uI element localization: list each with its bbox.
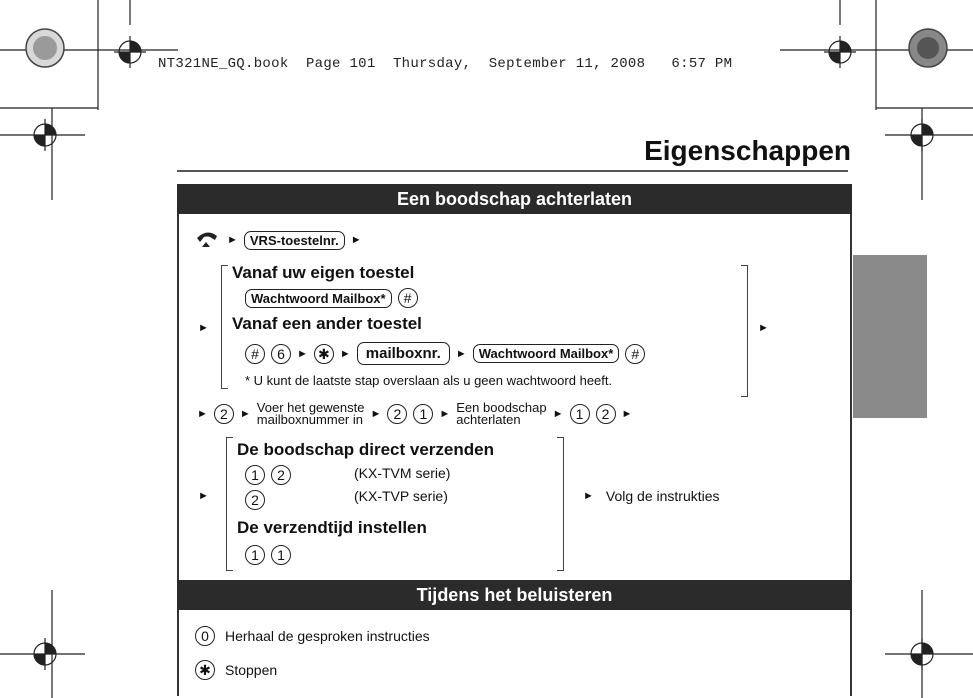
footnote: * U kunt de laatste stap overslaan als u geen wachtwoord heeft. — [245, 373, 613, 388]
follow-instructions: Volg de instrukties — [605, 488, 720, 504]
mailbox-password-key: Wachtwoord Mailbox* — [473, 344, 620, 363]
row-tvm — [245, 465, 291, 485]
bracket-left — [226, 437, 233, 571]
bracket-left — [221, 265, 228, 389]
arrow-icon: ► — [583, 490, 594, 502]
arrow-icon: ► — [621, 408, 633, 420]
set-time-heading: De verzendtijd instellen — [237, 518, 427, 537]
listen-item-label: Herhaal de gesproken instructies — [225, 628, 430, 644]
row-follow — [583, 488, 720, 504]
section-heading-leave-message: Een boodschap achterlaten — [177, 184, 852, 214]
step-leave-message: Een boodschap achterlaten — [456, 400, 547, 427]
bracket-right — [557, 437, 564, 571]
arrow-icon: ► — [455, 347, 467, 360]
arrow-icon: ► — [339, 347, 351, 360]
arrow-icon: ► — [350, 234, 362, 246]
hash-key-icon: # — [398, 288, 418, 308]
bracket-right — [741, 265, 748, 397]
listen-item — [195, 626, 430, 646]
kx-tvp-series: (KX-TVP serie) — [354, 488, 448, 504]
star-key-icon: ✱ — [195, 660, 215, 680]
hash-key-icon: # — [245, 344, 265, 364]
step-enter-mailbox: Voer het gewenste mailboxnummer in — [256, 400, 365, 427]
header-date: September 11, 2008 — [488, 56, 646, 72]
star-key-icon: ✱ — [314, 344, 334, 364]
other-phone-heading: Vanaf een ander toestel — [232, 314, 422, 333]
hash-key-icon: # — [625, 344, 645, 364]
row-other-phone — [245, 342, 645, 365]
six-key-icon: 6 — [271, 344, 291, 364]
arrow-icon: ► — [370, 408, 382, 420]
arrow-icon: ► — [297, 347, 308, 360]
arrow-icon: ► — [227, 234, 238, 246]
arrow-icon: ► — [439, 408, 451, 420]
one-key-icon: 1 — [570, 404, 590, 424]
row-steps — [197, 402, 632, 426]
page-title: Eigenschappen — [644, 135, 851, 166]
one-key-icon: 1 — [413, 404, 433, 424]
kx-tvm-series: (KX-TVM serie) — [354, 465, 451, 481]
row-tvp — [245, 490, 265, 510]
title-rule — [177, 170, 848, 172]
row-vrs — [195, 230, 362, 250]
two-key-icon: 2 — [387, 404, 407, 424]
arrow-icon: ► — [198, 490, 209, 502]
row-own-phone — [245, 288, 418, 308]
listen-item — [195, 660, 277, 680]
mailbox-password-key: Wachtwoord Mailbox* — [245, 289, 392, 308]
one-key-icon: 1 — [245, 545, 265, 565]
two-key-icon: 2 — [271, 465, 291, 485]
one-key-icon: 1 — [271, 545, 291, 565]
two-key-icon: 2 — [214, 404, 234, 424]
direct-send-heading: De boodschap direct verzenden — [237, 440, 494, 459]
arrow-icon: ► — [198, 322, 209, 334]
two-key-icon: 2 — [245, 490, 265, 510]
listen-item-label: Stoppen — [225, 662, 278, 678]
header-page: Page 101 — [305, 56, 376, 72]
arrow-icon: ► — [239, 408, 251, 420]
section-tab — [853, 255, 927, 418]
header-day: Thursday, — [392, 56, 472, 72]
header-filename: NT321NE_GQ.book — [158, 56, 289, 72]
handset-icon — [195, 230, 221, 250]
vrs-extension-key: VRS-toestelnr. — [244, 231, 345, 250]
print-header — [158, 56, 732, 72]
row-set-time — [245, 545, 291, 565]
arrow-icon: ► — [552, 408, 564, 420]
header-time: 6:57 PM — [671, 56, 733, 72]
arrow-icon: ► — [758, 322, 769, 334]
section-heading-listening: Tijdens het beluisteren — [177, 580, 852, 610]
own-phone-heading: Vanaf uw eigen toestel — [232, 263, 415, 282]
arrow-icon: ► — [197, 408, 208, 420]
zero-key-icon: 0 — [195, 626, 215, 646]
mailbox-number-key: mailboxnr. — [357, 342, 450, 365]
one-key-icon: 1 — [245, 465, 265, 485]
two-key-icon: 2 — [596, 404, 616, 424]
